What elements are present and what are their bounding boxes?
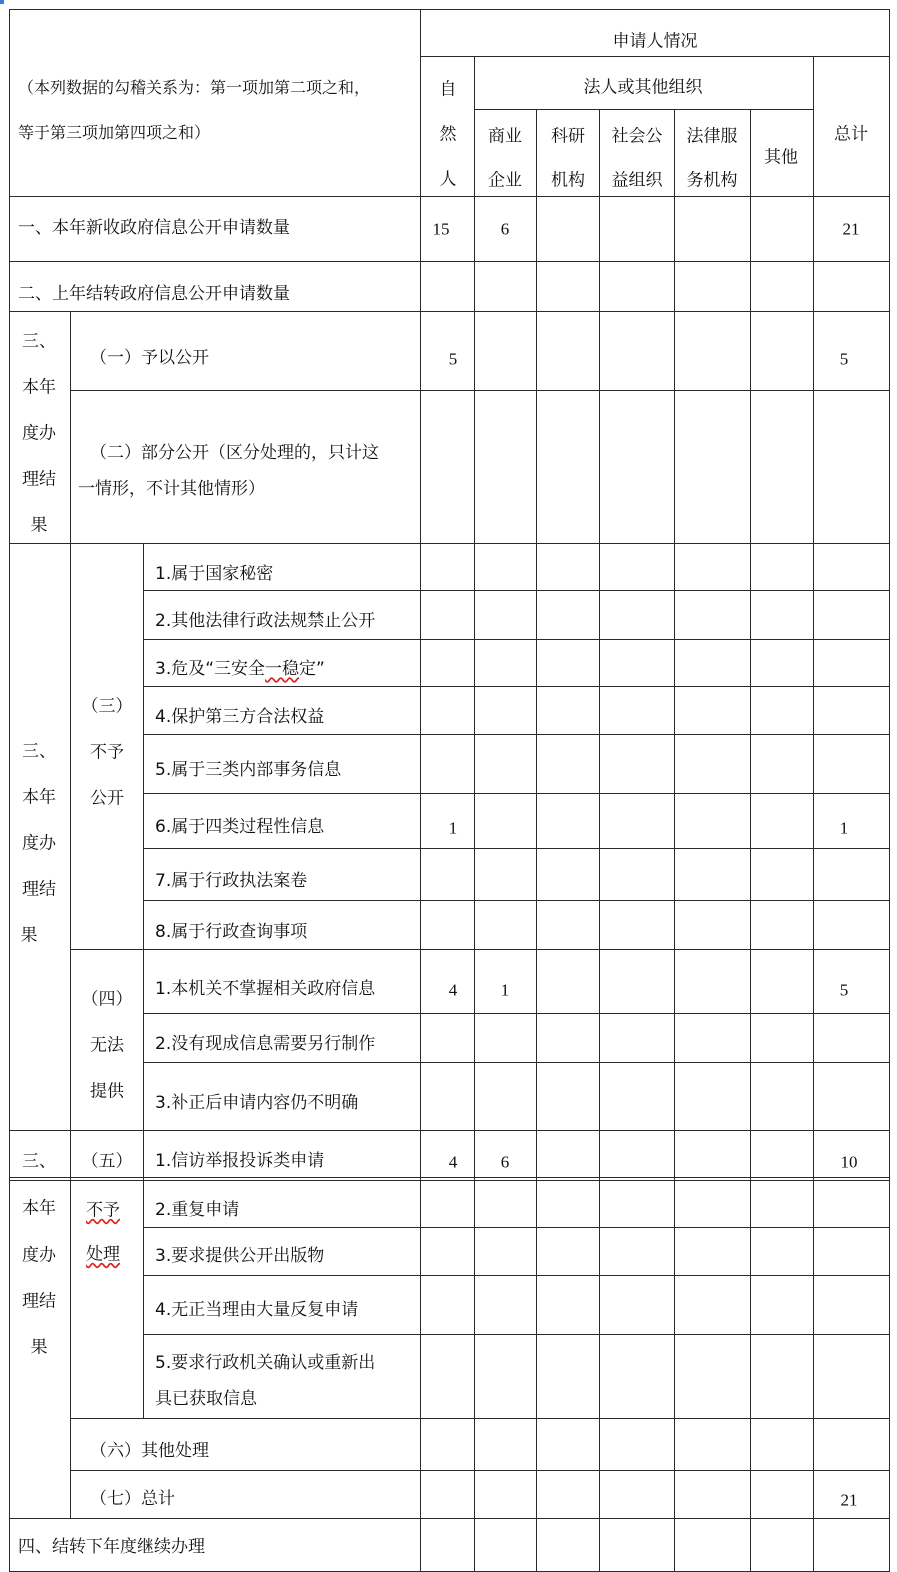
header-public-org-1: 社会公: [611, 126, 663, 147]
row1-business: 6: [500, 219, 510, 239]
grid-line: [9, 9, 10, 1572]
row8-label: 四、结转下年度继续办理: [18, 1537, 205, 1557]
group4-label-1: （四）: [81, 989, 133, 1010]
g5-item-3: 3.要求提供公开出版物: [155, 1246, 325, 1266]
header-legal-service-1: 法律服: [686, 126, 738, 147]
sec3b-label-5: 果: [20, 925, 38, 946]
grid-line: [143, 793, 890, 794]
g3-item-3-underlined: 一稳: [265, 659, 300, 679]
g5-item-1-natural: 4: [448, 1152, 458, 1172]
group3-label-1: （三）: [81, 696, 133, 717]
g5-item-1-business: 6: [500, 1152, 510, 1172]
g3-item-6-total: 1: [839, 818, 849, 838]
sec3c-label-3: 理结: [22, 1291, 56, 1312]
row7-total: 21: [840, 1490, 858, 1510]
grid-line: [9, 1518, 890, 1519]
header-note-line2: 等于第三项加第四项之和）: [18, 123, 211, 142]
row6-label: （六）其他处理: [90, 1441, 209, 1461]
grid-line: [70, 949, 890, 950]
sec3c-label-top: 三、: [22, 1151, 56, 1172]
header-research-2: 机构: [551, 170, 585, 191]
grid-line: [9, 311, 890, 312]
header-legal-org: 法人或其他组织: [583, 77, 703, 98]
grid-line: [420, 56, 890, 57]
grid-line: [9, 1177, 890, 1178]
g4-item-3: 3.补正后申请内容仍不明确: [155, 1093, 359, 1113]
row1-natural: 15: [432, 219, 450, 239]
sec3c-label-2: 度办: [22, 1245, 56, 1266]
grid-line: [599, 109, 600, 1572]
group4-label-3: 提供: [90, 1081, 124, 1102]
g4-item-1-total: 5: [839, 980, 849, 1000]
grid-line: [474, 56, 475, 1572]
grid-line: [143, 900, 890, 901]
g3-item-8: 8.属于行政查询事项: [155, 922, 308, 942]
g5-item-2: 2.重复申请: [155, 1200, 240, 1220]
sec3b-label-2: 本年: [22, 787, 56, 808]
grid-line: [813, 56, 814, 1572]
header-natural-person-2: 然: [439, 124, 457, 145]
grid-line: [750, 109, 751, 1572]
row3-2-label-line1: （二）部分公开（区分处理的，只计这: [90, 443, 379, 463]
grid-line: [674, 109, 675, 1572]
grid-line: [143, 734, 890, 735]
grid-line: [9, 9, 890, 10]
row7-label: （七）总计: [90, 1489, 175, 1509]
grid-line: [70, 311, 71, 1518]
row1-label: 一、本年新收政府信息公开申请数量: [18, 218, 290, 238]
grid-line: [889, 9, 890, 1572]
row3-1-natural: 5: [448, 349, 458, 369]
grid-line: [9, 261, 890, 262]
g3-item-7: 7.属于行政执法案卷: [155, 871, 308, 891]
g4-item-2: 2.没有现成信息需要另行制作: [155, 1034, 376, 1054]
header-business-1: 商业: [488, 126, 522, 147]
group4-label-2: 无法: [90, 1035, 124, 1056]
grid-line: [143, 1334, 890, 1335]
header-public-org-2: 益组织: [611, 170, 663, 191]
g5-item-1: 1.信访举报投诉类申请: [155, 1151, 325, 1171]
grid-line: [143, 1227, 890, 1228]
header-total: 总计: [834, 124, 868, 145]
grid-line: [143, 543, 144, 1419]
grid-line: [143, 1062, 890, 1063]
grid-line: [143, 590, 890, 591]
grid-line: [9, 1130, 890, 1131]
row1-total: 21: [842, 219, 860, 239]
sec3b-label-1: 三、: [22, 741, 56, 762]
sec3a-label-4: 理结: [22, 469, 56, 490]
header-natural-person-3: 人: [439, 169, 457, 190]
header-note-line1: （本列数据的勾稽关系为：第一项加第二项之和，: [18, 78, 371, 97]
grid-line: [70, 390, 890, 391]
g5-item-5-line2: 具已获取信息: [155, 1389, 257, 1409]
group3-label-2: 不予: [90, 742, 124, 763]
grid-line: [143, 1013, 890, 1014]
grid-line: [143, 686, 890, 687]
header-other: 其他: [764, 147, 798, 168]
g3-item-4: 4.保护第三方合法权益: [155, 707, 325, 727]
g4-item-1-business: 1: [500, 980, 510, 1000]
header-legal-service-2: 务机构: [686, 170, 738, 191]
group3-label-3: 公开: [90, 788, 124, 809]
sec3c-label-4: 果: [30, 1337, 48, 1358]
group5-label-2: 处理: [86, 1244, 120, 1265]
g4-item-1-natural: 4: [448, 980, 458, 1000]
sec3a-label-1: 三、: [22, 331, 56, 352]
row3-2-label-line2: 一情形，不计其他情形）: [78, 479, 265, 499]
g5-item-5-line1: 5.要求行政机关确认或重新出: [155, 1353, 376, 1373]
sec3b-label-3: 度办: [22, 833, 56, 854]
grid-line: [143, 639, 890, 640]
header-applicant: 申请人情况: [612, 31, 698, 52]
sec3a-label-2: 本年: [22, 377, 56, 398]
g3-item-6: 6.属于四类过程性信息: [155, 817, 325, 837]
g3-item-3: [155, 661, 325, 678]
sec3a-label-3: 度办: [22, 423, 56, 444]
header-natural-person-1: 自: [439, 79, 457, 100]
g3-item-3-pre: 3.危及“三安全: [155, 659, 266, 679]
grid-line: [9, 1180, 890, 1181]
row3-1-label: （一）予以公开: [90, 348, 209, 368]
sec3c-label-1: 本年: [22, 1198, 56, 1219]
grid-line: [536, 109, 537, 1572]
g5-item-1-total: 10: [840, 1152, 858, 1172]
header-business-2: 企业: [488, 170, 522, 191]
grid-line: [420, 9, 421, 1572]
g3-item-6-natural: 1: [448, 818, 458, 838]
grid-line: [9, 543, 890, 544]
grid-line: [9, 196, 890, 197]
row2-label: 二、上年结转政府信息公开申请数量: [18, 284, 290, 304]
g4-item-1: 1.本机关不掌握相关政府信息: [155, 979, 376, 999]
corner-marker: [0, 0, 4, 4]
grid-line: [143, 1275, 890, 1276]
g3-item-3-post: 定”: [299, 659, 325, 679]
g3-item-2: 2.其他法律行政法规禁止公开: [155, 611, 376, 631]
g3-item-5: 5.属于三类内部事务信息: [155, 760, 342, 780]
grid-line: [474, 109, 813, 110]
sec3b-label-4: 理结: [22, 879, 56, 900]
g5-item-4: 4.无正当理由大量反复申请: [155, 1300, 359, 1320]
g3-item-1: 1.属于国家秘密: [155, 564, 274, 584]
header-research-1: 科研: [551, 126, 585, 147]
group5-label-1: 不予: [86, 1200, 120, 1221]
row3-1-total: 5: [839, 349, 849, 369]
group5-label-top: （五）: [81, 1151, 133, 1172]
grid-line: [143, 848, 890, 849]
grid-line: [70, 1470, 890, 1471]
sec3a-label-5: 果: [30, 515, 48, 536]
grid-line: [70, 1418, 890, 1419]
